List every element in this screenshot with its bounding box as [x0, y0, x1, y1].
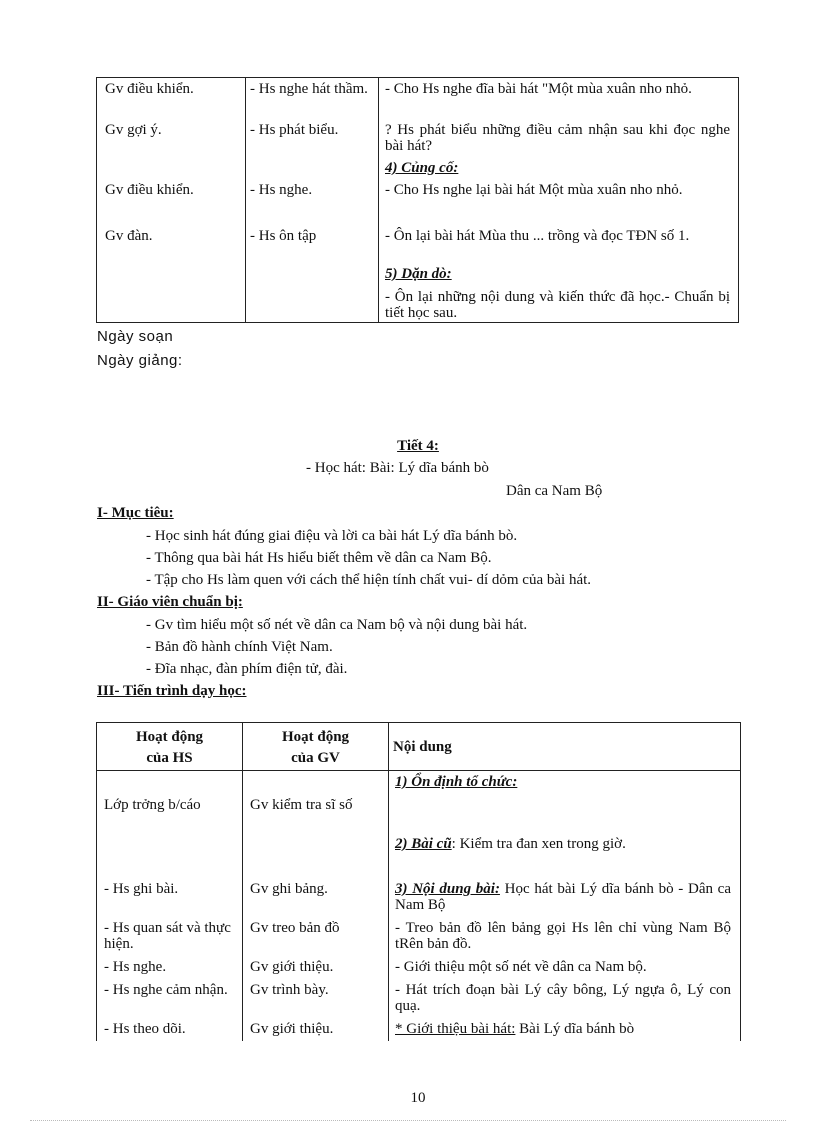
main-gv-cell: Gv giới thiệu.	[250, 1021, 334, 1037]
top-hs-cell: - Hs ôn tập	[250, 228, 317, 244]
section-2-heading: II- Giáo viên chuẩn bị:	[97, 594, 243, 610]
section-2-item: - Gv tìm hiểu một số nét về dân ca Nam bộ và nội dung bài hát.	[146, 617, 528, 633]
gioi-thieu-label: * Giới thiệu bài hát:	[395, 1021, 516, 1037]
main-hs-cell: - Hs nghe.	[104, 959, 167, 975]
bai-cu-label: 2) Bài cũ	[395, 836, 452, 852]
section-1-item: - Tập cho Hs làm quen với cách thể hiện tính chất vui- dí dỏm của bài hát.	[146, 572, 592, 588]
on-dinh-heading: 1) Ổn định tổ chức:	[395, 774, 518, 790]
main-content-cell	[395, 881, 731, 913]
main-hs-cell: - Hs nghe cảm nhận.	[104, 982, 228, 998]
section-2-item: - Đĩa nhạc, đàn phím điện tử, đài.	[146, 661, 348, 677]
main-gv-cell: Gv trình bày.	[250, 982, 329, 998]
ngay-soan: Ngày soạn	[97, 328, 174, 345]
header-gv-line1: Hoạt động	[281, 729, 350, 745]
top-gv-cell: Gv điều khiển.	[105, 182, 194, 198]
page-number: 10	[410, 1090, 426, 1106]
top-gv-cell: Gv gợi ý.	[105, 122, 162, 138]
main-hs-cell: - Hs quan sát và thực hiện.	[104, 920, 231, 952]
noi-dung-text: Học hát bài Lý dĩa bánh bò - Dân ca Nam Bộ	[395, 881, 731, 913]
top-content-cell: - Ôn lại bài hát Mùa thu ... trồng và đọc TĐN số 1.	[385, 228, 690, 244]
top-content-cell: - Cho Hs nghe lại bài hát Một mùa xuân nho nhỏ.	[385, 182, 683, 198]
main-content-cell: - Hát trích đoạn bài Lý cây bông, Lý ngựa ô, Lý con quạ.	[395, 982, 731, 1014]
header-content: Nội dung	[393, 739, 452, 755]
dan-do-heading: 5) Dặn dò:	[385, 266, 452, 282]
main-hs-cell: Lớp trởng b/cáo	[104, 797, 201, 813]
section-2-item: - Bản đồ hành chính Việt Nam.	[146, 639, 333, 655]
lesson-title: Tiết 4:	[397, 438, 439, 454]
main-hs-cell: - Hs theo dõi.	[104, 1021, 186, 1037]
main-content-cell: - Treo bản đồ lên bảng gọi Hs lên chỉ vùng Nam Bộ tRên bản đồ.	[395, 920, 731, 952]
top-hs-cell: - Hs nghe.	[250, 182, 313, 198]
lesson-subtitle: - Học hát: Bài: Lý dĩa bánh bò	[306, 460, 489, 476]
header-hs-line2: của HS	[146, 750, 193, 766]
main-hs-cell: - Hs ghi bài.	[104, 881, 179, 897]
top-gv-cell: Gv điều khiển.	[105, 81, 194, 97]
main-content-cell: - Giới thiệu một số nét về dân ca Nam bộ.	[395, 959, 647, 975]
noi-dung-label: 3) Nội dung bài:	[395, 881, 500, 897]
lesson-origin: Dân ca Nam Bộ	[506, 483, 603, 499]
main-gv-cell: Gv ghi bảng.	[250, 881, 328, 897]
section-1-heading: I- Mục tiêu:	[97, 505, 174, 521]
main-gv-cell: Gv treo bản đồ	[250, 920, 340, 936]
bai-cu-text: : Kiểm tra đan xen trong giờ.	[451, 836, 626, 852]
section-1-item: - Học sinh hát đúng giai điệu và lời ca bài hát Lý dĩa bánh bò.	[146, 528, 518, 544]
ngay-giang: Ngày giảng:	[97, 352, 183, 369]
main-gv-cell: Gv giới thiệu.	[250, 959, 334, 975]
top-hs-cell: - Hs phát biểu.	[250, 122, 339, 138]
section-1-item: - Thông qua bài hát Hs hiểu biết thêm về dân ca Nam Bộ.	[146, 550, 492, 566]
bai-cu	[395, 836, 626, 852]
top-hs-cell: - Hs nghe hát thầm.	[250, 81, 368, 97]
top-content-cell: - Cho Hs nghe đĩa bài hát "Một mùa xuân nho nhỏ.	[385, 81, 692, 97]
header-hs-line1: Hoạt động	[135, 729, 204, 745]
header-gv-line2: của GV	[291, 750, 340, 766]
top-gv-cell: Gv đàn.	[105, 228, 153, 244]
top-content-cell: - Ôn lại những nội dung và kiến thức đã học.- Chuẩn bị tiết học sau.	[385, 289, 730, 321]
main-content-cell	[395, 1021, 735, 1037]
main-gv-cell: Gv kiểm tra sĩ số	[250, 797, 353, 813]
cung-co-heading: 4) Củng cố:	[385, 160, 459, 176]
gioi-thieu-text: Bài Lý dĩa bánh bò	[515, 1021, 635, 1037]
page-bottom-border	[30, 1120, 786, 1121]
top-content-cell: ? Hs phát biểu những điều cảm nhận sau khi đọc nghe bài hát?	[385, 122, 730, 154]
section-3-heading: III- Tiến trình dạy học:	[97, 683, 247, 699]
